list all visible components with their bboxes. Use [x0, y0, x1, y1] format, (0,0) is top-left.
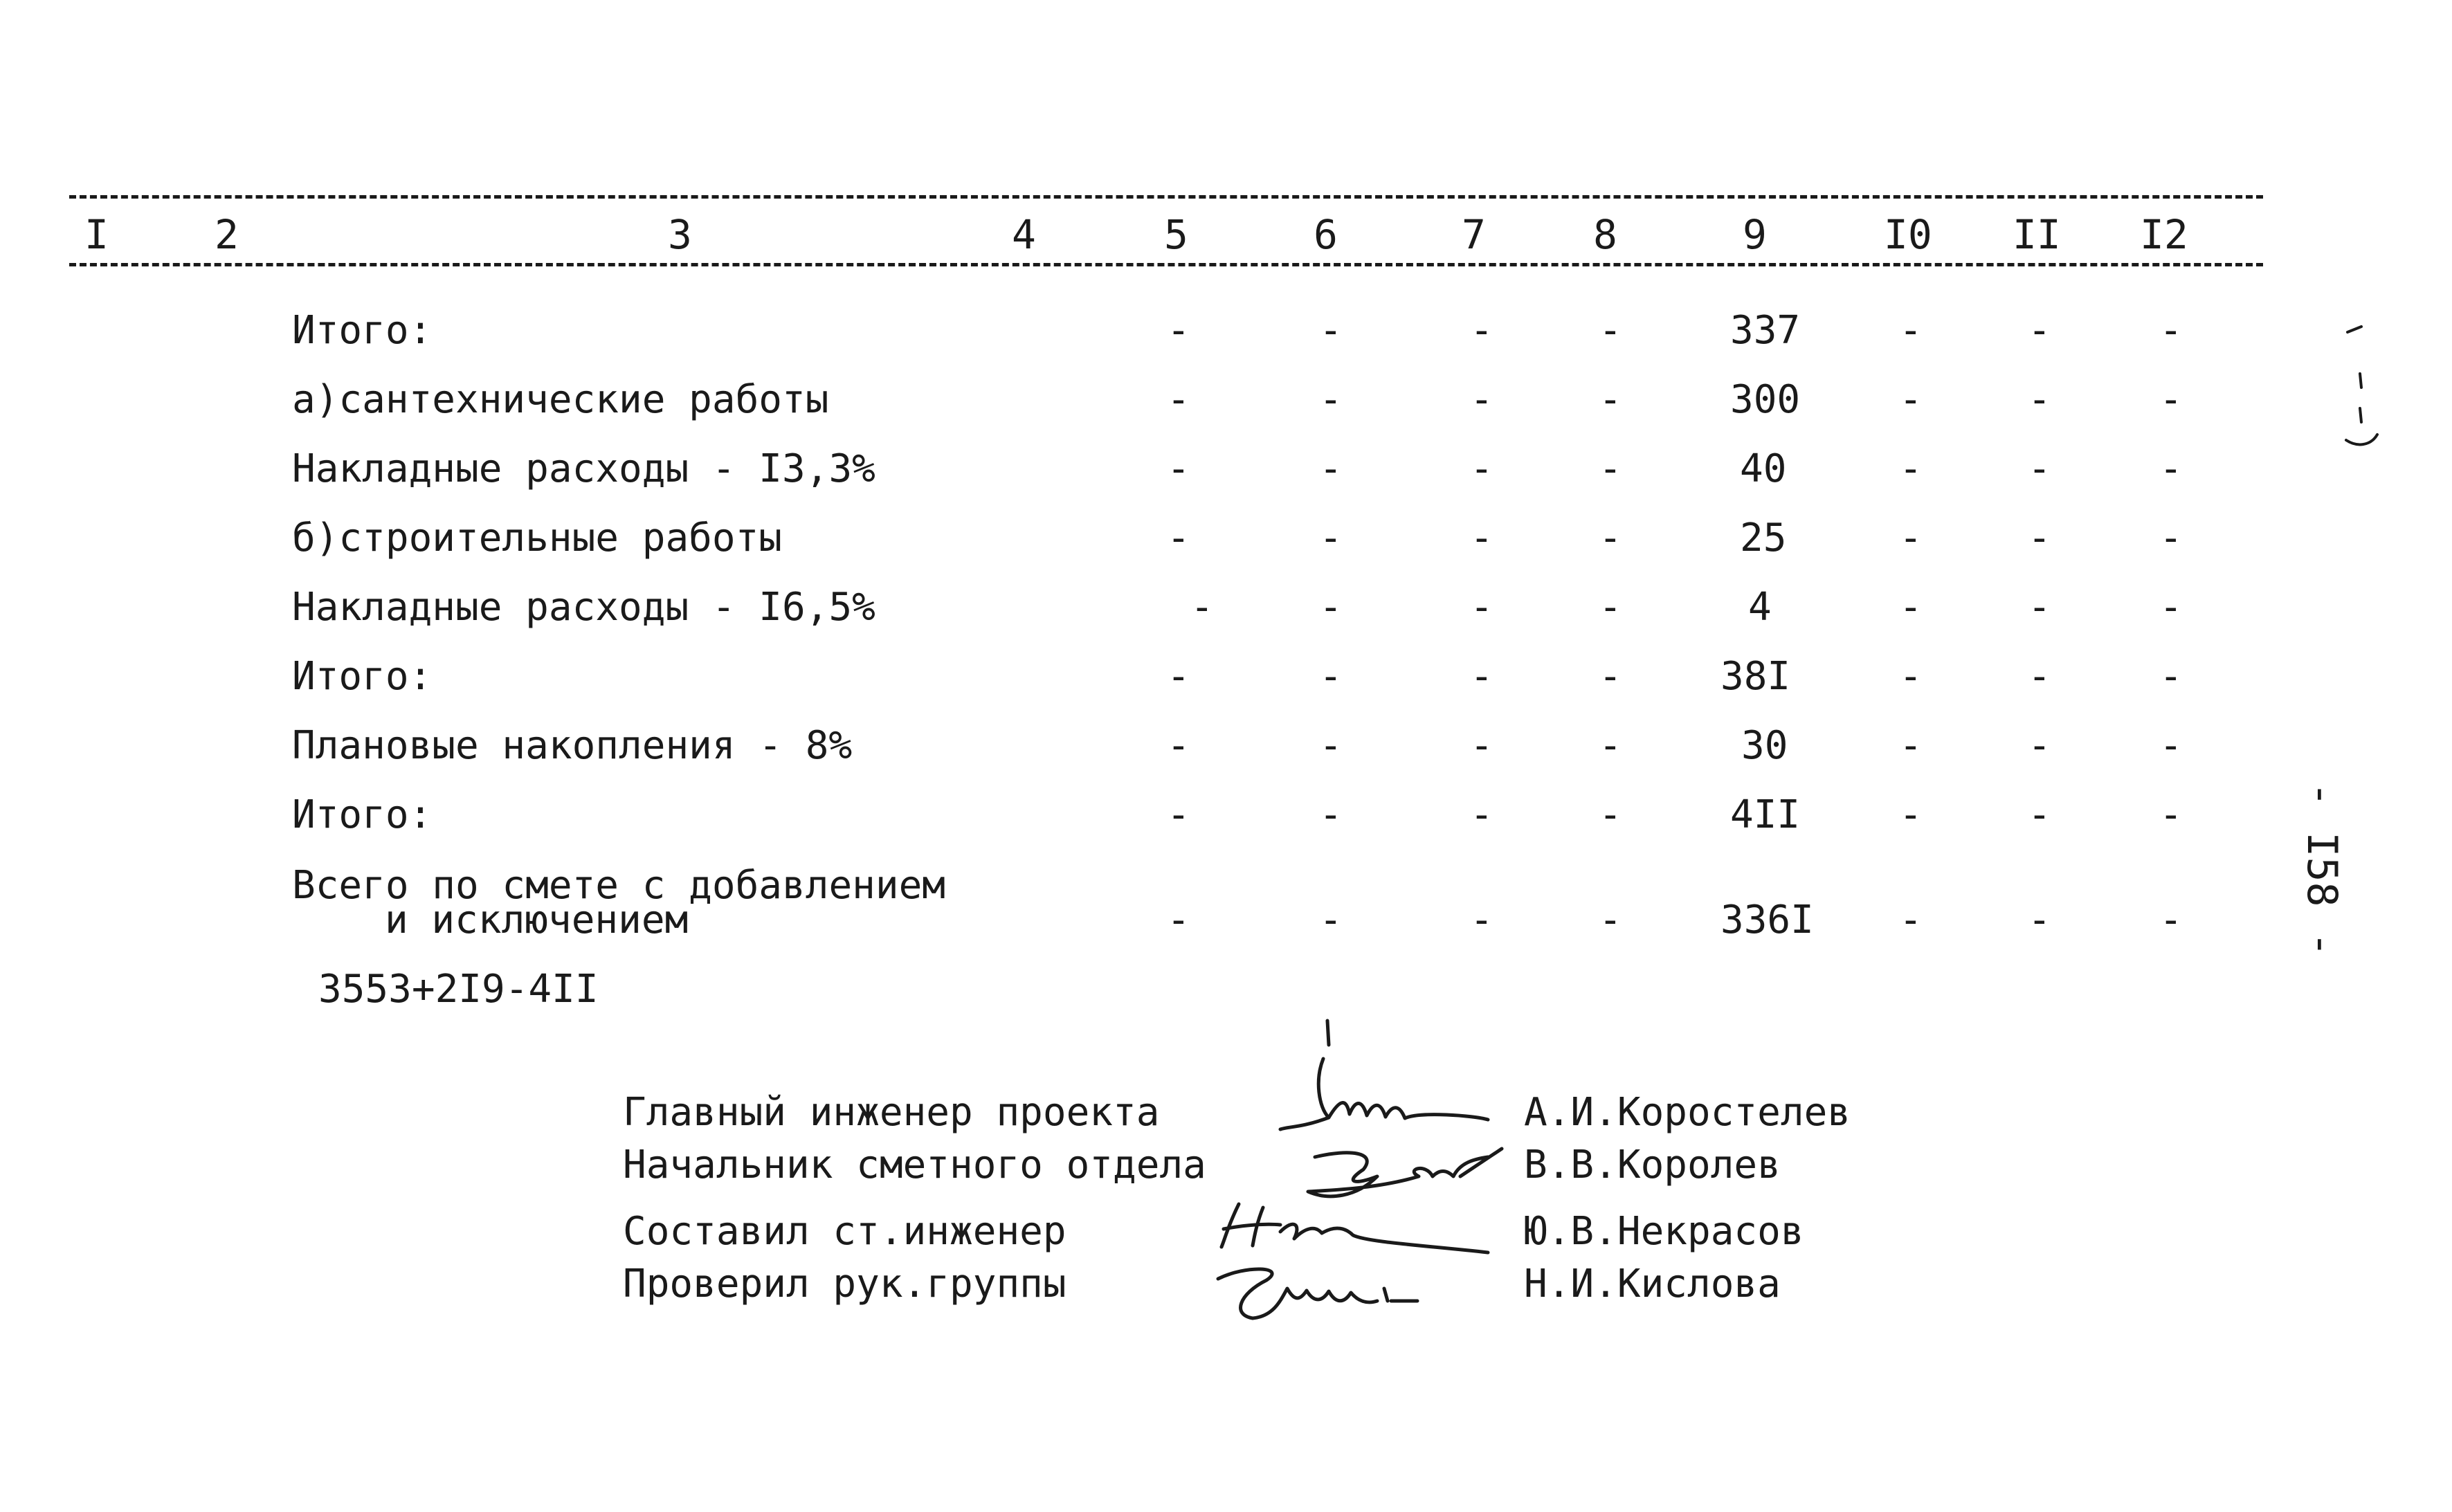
document-page: I 2 3 4 5 6 7 8 9 I0 II I2 Итого: - - - - 337 - - - а)сантехнические работы - - - - 300 - - - Накладные расходы - I3,3% - - - - 40 - - - б)строительные работы - - - - 25 - - - Накладные расходы - I6,5% - - - - 4 - - - Итого: - - - - 38I - - - Плановые накопления - 8% - - - - 30 - - - Итого: - - - - 4II - - - Всего по смете с добавлением и исключением - - - - 336I - - - 3553+2I9-4II Главный инженер проекта Начальник сметного отдела Составил ст.инженер Проверил рук.группы А.И.Коростелев В.В.Королев Ю.В.Некрасов Н.И.Кислова - I58 -: [0, 0, 2452, 1512]
row-label: Итого:: [292, 654, 433, 699]
signature-name: А.И.Коростелев: [1524, 1090, 1851, 1135]
row-label: Итого:: [292, 308, 433, 353]
margin-mark: [2346, 327, 2377, 444]
row-label: Итого:: [292, 792, 433, 837]
row-label: Всего по смете с добавлением: [292, 863, 946, 908]
row-label: Накладные расходы - I6,5%: [292, 585, 875, 630]
signature-name: Н.И.Кислова: [1524, 1261, 1781, 1306]
row-label-continuation: и исключением: [385, 898, 689, 942]
handwritten-signature-2: [1308, 1149, 1502, 1196]
row-label: Накладные расходы - I3,3%: [292, 446, 875, 491]
calculation-note: 3553+2I9-4II: [318, 967, 599, 1012]
handwritten-signature-3: [1222, 1204, 1488, 1253]
signature-name: В.В.Королев: [1524, 1142, 1781, 1187]
signature-role: Проверил рук.группы: [623, 1261, 1066, 1306]
handwritten-signature-4: [1218, 1269, 1417, 1318]
row-label: Плановые накопления - 8%: [292, 723, 853, 768]
handwritten-signature-1: [1280, 1021, 1488, 1129]
signature-role: Начальник сметного отдела: [623, 1142, 1206, 1187]
signature-role: Составил ст.инженер: [623, 1209, 1066, 1254]
signature-role: Главный инженер проекта: [623, 1090, 1160, 1135]
row-label: а)сантехнические работы: [292, 377, 829, 422]
page-number: - I58 -: [2298, 782, 2346, 957]
row-label: б)строительные работы: [292, 516, 783, 561]
signature-name: Ю.В.Некрасов: [1524, 1209, 1804, 1254]
